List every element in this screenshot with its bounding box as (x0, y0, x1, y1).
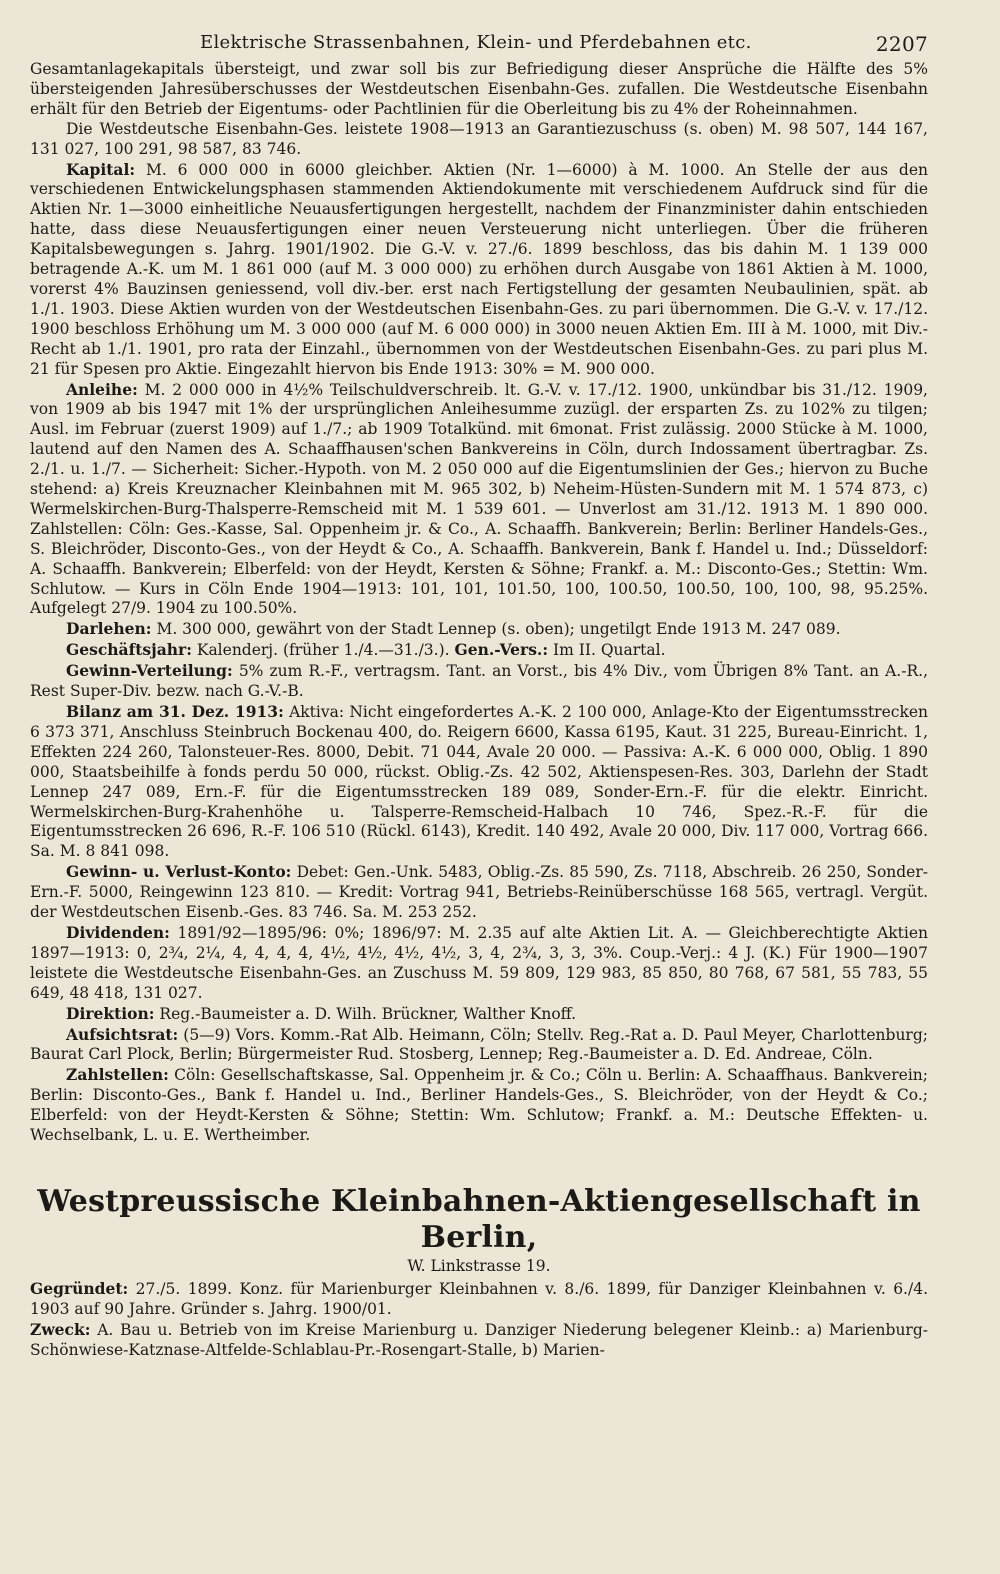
gegruendet-label: Gegründet: (30, 1278, 129, 1298)
darlehen-text: M. 300 000, gewährt von der Stadt Lennep (s. oben); ungetilgt Ende 1913 M. 247 089. (151, 620, 841, 639)
section-westpreussische (30, 1279, 928, 1361)
guv-label: Gewinn- u. Verlust-Konto: (66, 862, 292, 882)
header-title: Elektrische Strassenbahnen, Klein- und Pferdebahnen etc. (200, 32, 752, 53)
bilanz-text: Aktiva: Nicht eingefordertes A.-K. 2 100 000, Anlage-Kto der Eigentumsstrecken 6 373 371, Anschluss Steinbruch Bockenau 400, do. Reigern 6600, Kassa 6195, Kaut. 31 225, Bureau-Einricht. 1, Effekten 224 260, Talonsteuer-Res. 8000, Debit. 71 044, Avale 20 000. — Passiva: A.-K. 6 000 000, Oblig. 1 890 000, Staatsbeihilfe à fonds perdu 50 000, rückst. Oblig.-Zs. 42 502, Aktienspesen-Res. 303, Darlehn der Stadt Lennep 247 089, Ern.-F. für die Eigentumsstrecken 189 089, Sonder-Ern.-F. für die elektr. Einricht. Wermelskirchen-Burg-Krahenhöhe u. Talsperre-Remscheid-Halbach 10 746, Spez.-R.-F. für die Eigentumsstrecken 26 696, R.-F. 106 510 (Rückl. 6143), Kredit. 140 492, Avale 20 000, Div. 117 000, Vortrag 666. Sa. M. 8 841 098. (30, 703, 928, 861)
garantiezuschuss-paragraph: Die Westdeutsche Eisenbahn-Ges. leistete 1908—1913 an Garantiezuschuss (s. oben) M. 98 507, 144 167, 131 027, 100 291, 98 587, 83 746. (30, 119, 928, 158)
direktion-label: Direktion: (66, 1003, 155, 1023)
gewinnverteilung-paragraph (30, 661, 928, 702)
company-address: W. Linkstrasse 19. (407, 1256, 551, 1275)
gewinnverteilung-label: Gewinn-Verteilung: (66, 661, 233, 681)
gegruendet-text: 27./5. 1899. Konz. für Marienburger Kleinbahnen v. 8./6. 1899, für Danziger Kleinbahnen v. 6./4. 1903 auf 90 Jahre. Gründer s. Jahrg. 1900/01. (30, 1279, 928, 1318)
guv-text: Debet: Gen.-Unk. 5483, Oblig.-Zs. 85 590, Zs. 7118, Abschreib. 26 250, Sonder-Ern.-F. 5000, Reingewinn 123 810. — Kredit: Vortrag 941, Betriebs-Reinüberschüsse 168 565, vertragl. Vergüt. der Westdeutschen Eisenb.-Ges. 83 746. Sa. M. 253 252. (30, 863, 928, 922)
direktion-paragraph (30, 1004, 928, 1025)
anleihe-label: Anleihe: (66, 379, 138, 399)
genvers-text: Im II. Quartal. (548, 641, 666, 660)
kapital-paragraph (30, 160, 928, 380)
anleihe-paragraph (30, 380, 928, 620)
kapital-text: M. 6 000 000 in 6000 gleichber. Aktien (Nr. 1—6000) à M. 1000. An Stelle der aus den verschiedenen Entwickelungsphasen stammenden Aktiendokumente mit verschiedenem Aufdruck sind für die Aktien Nr. 1—3000 einheitliche Neuausfertigungen hergestellt, nachdem der Finanzminister dahin entschieden hatte, dass diese Neuausfertigungen einer neuen Versteuerung nicht unterliegen. Über die früheren Kapitalsbewegungen s. Jahrg. 1901/1902. Die G.-V. v. 27./6. 1899 beschloss, das bis dahin M. 1 139 000 betragende A.-K. um M. 1 861 000 (auf M. 3 000 000) zu erhöhen durch Ausgabe von 1861 Aktien à M. 1000, vorerst 4% Bauzinsen geniessend, voll div.-ber. erst nach Fertigstellung der gesamten Neubaulinien, spät. ab 1./1. 1903. Diese Aktien wurden von der Westdeutschen Eisenbahn-Ges. zu pari übernommen. Die G.-V. v. 17./12. 1900 beschloss Erhöhung um M. 3 000 000 (auf M. 6 000 000) in 3000 neuen Aktien Em. III à M. 1000, mit Div.-Recht ab 1./1. 1901, pro rata der Einzahl., übernommen von der Westdeutschen Eisenbahn-Ges. zu pari plus M. 21 für Spesen pro Aktie. Eingezahlt hiervon bis Ende 1913: 30% = M. 900 000. (30, 160, 928, 378)
genvers-label: Gen.-Vers.: (454, 640, 549, 660)
guv-paragraph (30, 862, 928, 923)
dividenden-text: 1891/92—1895/96: 0%; 1896/97: M. 2.35 auf alte Aktien Lit. A. — Gleichberechtigte Aktien 1897—1913: 0, 2¾, 2¼, 4, 4, 4, 4, 4½, 4½, 4½, 4½, 3, 4, 2¾, 3, 3, 3%. Coup.-Verj.: 4 J. (K.) Für 1900—1907 leistete die Westdeutsche Eisenbahn-Ges. an Zuschuss M. 59 809, 129 983, 85 850, 80 768, 67 581, 55 783, 55 649, 48 418, 131 027. (30, 923, 928, 1002)
bilanz-label: Bilanz am 31. Dez. 1913: (66, 702, 284, 721)
direktion-text: Reg.-Baumeister a. D. Wilh. Brückner, Walther Knoff. (154, 1004, 577, 1023)
anleihe-text: M. 2 000 000 in 4½% Teilschuldverschreib. lt. G.-V. v. 17./12. 1900, unkündbar bis 31./12. 1909, von 1909 ab bis 1947 mit 1% der ursprünglichen Anleihesumme zuzügl. der ersparten Zs. zu 102% zu tilgen; Ausl. im Februar (zuerst 1909) auf 1./7.; ab 1909 Totalkünd. mit 6monat. Frist zulässig. 2000 Stücke à M. 1000, lautend auf den Namen des A. Schaaffhausen'schen Bankvereins in Cöln, durch Indossament übertragbar. Zs. 2./1. u. 1./7. — Sicherheit: Sicher.-Hypoth. von M. 2 050 000 auf die Eigentumslinien der Ges.; hiervon zu Buche stehend: a) Kreis Kreuznacher Kleinbahnen mit M. 965 302, b) Neheim-Hüsten-Sundern mit M. 1 574 873, c) Wermelskirchen-Burg-Thalsperre-Remscheid mit M. 1 539 601. — Unverlost am 31./12. 1913 M. 1 890 000. Zahlstellen: Cöln: Ges.-Kasse, Sal. Oppenheim jr. & Co., A. Schaaffh. Bankverein; Berlin: Berliner Handels-Ges., S. Bleichröder, Disconto-Ges., von der Heydt & Co., A. Schaaffh. Bankverein, Bank f. Handel u. Ind.; Düsseldorf: A. Schaaffh. Bankverein; Elberfeld: von der Heydt, Kersten & Söhne; Frankf. a. M.: Disconto-Ges.; Stettin: Wm. Schlutow. — Kurs in Cöln Ende 1904—1913: 101, 101, 101.50, 100, 100.50, 100.50, 100, 100, 98, 95.25%. Aufgelegt 27/9. 1904 zu 100.50%. (30, 380, 928, 618)
zweck-text: A. Bau u. Betrieb von im Kreise Marienburg u. Danziger Niederung belegener Kleinb.: a) Marienburg-Schönwiese-Katznase-Altfelde-Schlablau-Pr.-Rosengart-Stalle, b) Marien- (30, 1320, 928, 1359)
darlehen-paragraph (30, 619, 928, 640)
gewinnverteilung-text: 5% zum R.-F., vertragsm. Tant. an Vorst., bis 4% Div., vom Übrigen 8% Tant. an A.-R., Rest Super-Div. bezw. nach G.-V.-B. (30, 662, 928, 701)
geschaeftsjahr-paragraph (30, 640, 928, 661)
kapital-label: Kapital: (66, 159, 136, 179)
darlehen-label: Darlehen: (66, 619, 152, 639)
aufsichtsrat-text: (5—9) Vors. Komm.-Rat Alb. Heimann, Cöln; Stellv. Reg.-Rat a. D. Paul Meyer, Charlottenburg; Baurat Carl Plock, Berlin; Bürgermeister Rud. Stosberg, Lennep; Reg.-Baumeister a. D. Ed. Andreae, Cöln. (30, 1025, 928, 1064)
geschaeftsjahr-text: Kalenderj. (früher 1./4.—31./3.). (191, 641, 455, 660)
zahlstellen-label: Zahlstellen: (66, 1065, 169, 1085)
company-heading: Westpreussische Kleinbahnen-Aktiengesellschaft in Berlin, (37, 1183, 921, 1255)
intro-paragraph: Gesamtanlagekapitals übersteigt, und zwar soll bis zur Befriedigung dieser Ansprüche die Hälfte des 5% übersteigenden Jahresüberschusses der Westdeutschen Eisenbahn-Ges. zufallen. Die Westdeutsche Eisenbahn erhält für den Betrieb der Eigentums- oder Pachtlinien für die Oberleitung bis zu 4% der Roheinnahmen. (30, 60, 928, 118)
bilanz-paragraph (30, 702, 928, 862)
dividenden-label: Dividenden: (66, 922, 170, 942)
zweck-paragraph (30, 1320, 928, 1361)
aufsichtsrat-paragraph (30, 1025, 928, 1066)
aufsichtsrat-label: Aufsichtsrat: (66, 1024, 179, 1044)
page-number: 2207 (875, 32, 928, 56)
dividenden-paragraph (30, 923, 928, 1004)
zweck-label: Zweck: (30, 1319, 91, 1339)
gegruendet-paragraph (30, 1279, 928, 1320)
geschaeftsjahr-label: Geschäftsjahr: (66, 640, 192, 660)
section-westdeutsche (30, 60, 928, 1146)
zahlstellen-paragraph (30, 1065, 928, 1146)
running-header (30, 32, 928, 60)
zahlstellen-text: Cöln: Gesellschaftskasse, Sal. Oppenheim jr. & Co.; Cöln u. Berlin: A. Schaaffhaus. Bankverein; Berlin: Disconto-Ges., Bank f. Handel u. Ind., Berliner Handels-Ges., S. Bleichröder, von der Heydt & Co.; Elberfeld: von der Heydt-Kersten & Söhne; Stettin: Wm. Schlutow; Frankf. a. M.: Deutsche Effekten- u. Wechselbank, L. u. E. Wertheimber. (30, 1066, 928, 1145)
